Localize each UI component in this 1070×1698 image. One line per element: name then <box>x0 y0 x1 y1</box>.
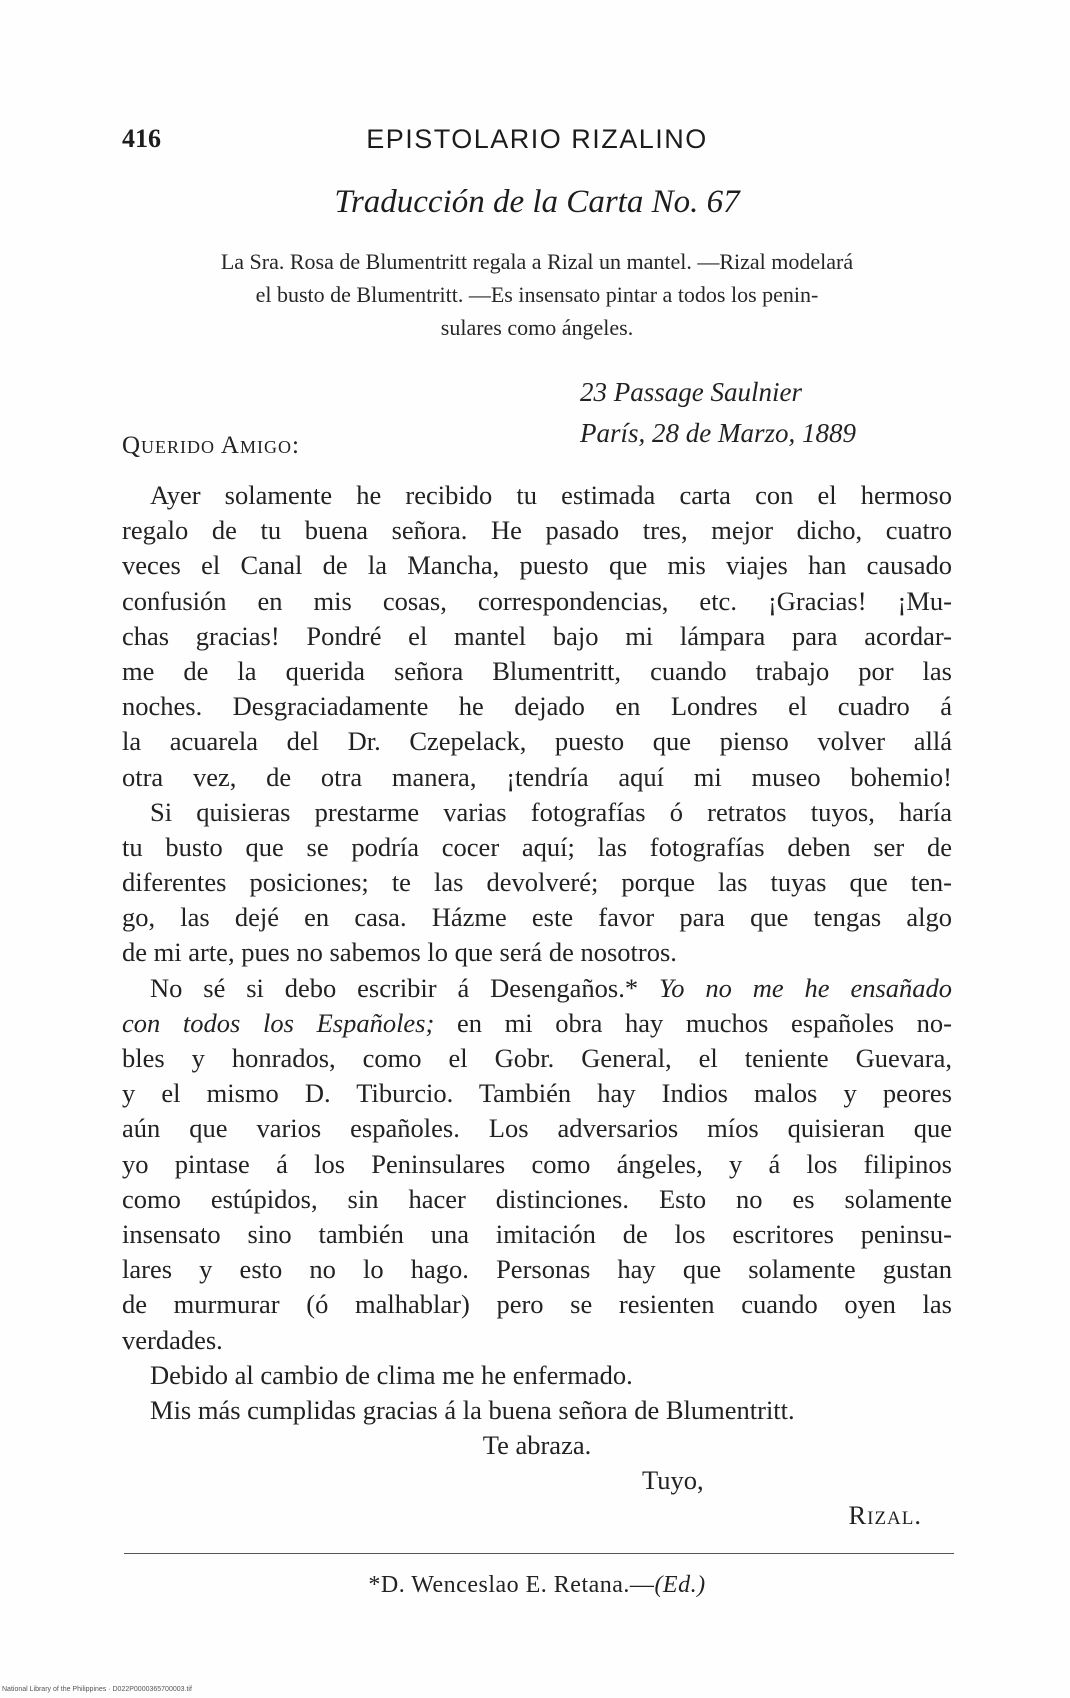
body-line: chas gracias! Pondré el mantel bajo mi lámpara para acordar- <box>122 620 952 651</box>
body-line: lares y esto no lo hago. Personas hay que solamente gustan <box>122 1254 952 1285</box>
body-line: bles y honrados, como el Gobr. General, el teniente Guevara, <box>122 1043 952 1073</box>
dateline-place-date: París, 28 de Marzo, 1889 <box>580 418 856 448</box>
body-line: veces el Canal de la Mancha, puesto que mis viajes han causado <box>122 550 952 581</box>
body-line: Si quisieras prestarme varias fotografías ó retratos tuyos, haría <box>150 796 952 827</box>
footnote <box>122 1572 952 1599</box>
body-line: de murmurar (ó malhablar) pero se resienten cuando oyen las <box>122 1289 952 1320</box>
closing: Te abraza. <box>482 1430 592 1461</box>
body-line: Mis más cumplidas gracias á la buena señora de Blumentritt. <box>150 1394 795 1425</box>
body-line: confusión en mis cosas, correspondencias, etc. ¡Gracias! ¡Mu- <box>122 585 952 616</box>
body-line: go, las dejé en casa. Házme este favor para que tengas algo <box>122 902 952 933</box>
italic-text-run: Yo no me he ensañado <box>658 972 953 1003</box>
footnote-editor-mark: (Ed.) <box>654 1572 706 1598</box>
body-line: tu busto que se podría cocer aquí; las fotografías deben ser de <box>122 831 952 862</box>
running-title: EPISTOLARIO RIZALINO <box>366 124 708 154</box>
signature: Rizal. <box>848 1500 922 1531</box>
summary-line: el busto de Blumentritt. —Es insensato pintar a todos los penin- <box>255 282 819 307</box>
body-line: regalo de tu buena señora. He pasado tres, mejor dicho, cuatro <box>122 515 952 546</box>
running-head <box>122 124 952 164</box>
letter-summary <box>122 245 952 344</box>
body-line: noches. Desgraciadamente he dejado en Londres el cuadro á <box>122 691 952 722</box>
body-line: yo pintase á los Peninsulares como ángeles, y á los filipinos <box>122 1148 952 1179</box>
body-line: como estúpidos, sin hacer distinciones. Esto no es solamente <box>122 1183 952 1214</box>
summary-line: sulares como ángeles. <box>440 315 634 340</box>
body-line: Ayer solamente he recibido tu estimada carta con el hermoso <box>150 480 952 510</box>
body-line: de mi arte, pues no sabemos lo que será de nosotros. <box>122 937 677 968</box>
body-line: otra vez, de otra manera, ¡tendría aquí mi museo bohemio! <box>122 761 952 792</box>
scan-credit: National Library of the Philippines · D022P0000365700003.tif <box>2 1686 192 1693</box>
salutation: Querido Amigo: <box>122 432 300 459</box>
letter-heading: Traducción de la Carta No. 67 <box>334 184 740 220</box>
letter-body <box>122 478 952 1534</box>
body-line: Debido al cambio de clima me he enfermado. <box>150 1359 633 1390</box>
body-line: aún que varios españoles. Los adversarios míos quisieran que <box>122 1113 952 1144</box>
body-line: y el mismo D. Tiburcio. También hay Indios malos y peores <box>122 1078 952 1109</box>
body-line: insensato sino también una imitación de los escritores peninsu- <box>122 1218 952 1249</box>
body-line: la acuarela del Dr. Czepelack, puesto que pienso volver allá <box>122 726 952 757</box>
body-text-run: en mi obra hay muchos españoles no- <box>456 1007 953 1038</box>
body-line <box>122 971 952 1006</box>
footnote-rule <box>124 1553 954 1554</box>
dateline <box>580 372 960 454</box>
page-number: 416 <box>122 124 161 153</box>
body-line: me de la querida señora Blumentritt, cuando trabajo por las <box>122 655 952 686</box>
body-line: diferentes posiciones; te las devolveré; porque las tuyas que ten- <box>122 867 952 898</box>
footnote-text: *D. Wenceslao E. Retana.— <box>368 1572 655 1598</box>
italic-text-run: con todos los Españoles; <box>122 1007 435 1038</box>
summary-line: La Sra. Rosa de Blumentritt regala a Rizal un mantel. —Rizal modelará <box>220 249 854 274</box>
dateline-address: 23 Passage Saulnier <box>580 377 802 407</box>
valediction: Tuyo, <box>642 1465 704 1496</box>
body-text-run: No sé si debo escribir á Desengaños.* <box>150 972 639 1003</box>
body-line: verdades. <box>122 1324 223 1355</box>
body-line <box>122 1006 952 1041</box>
